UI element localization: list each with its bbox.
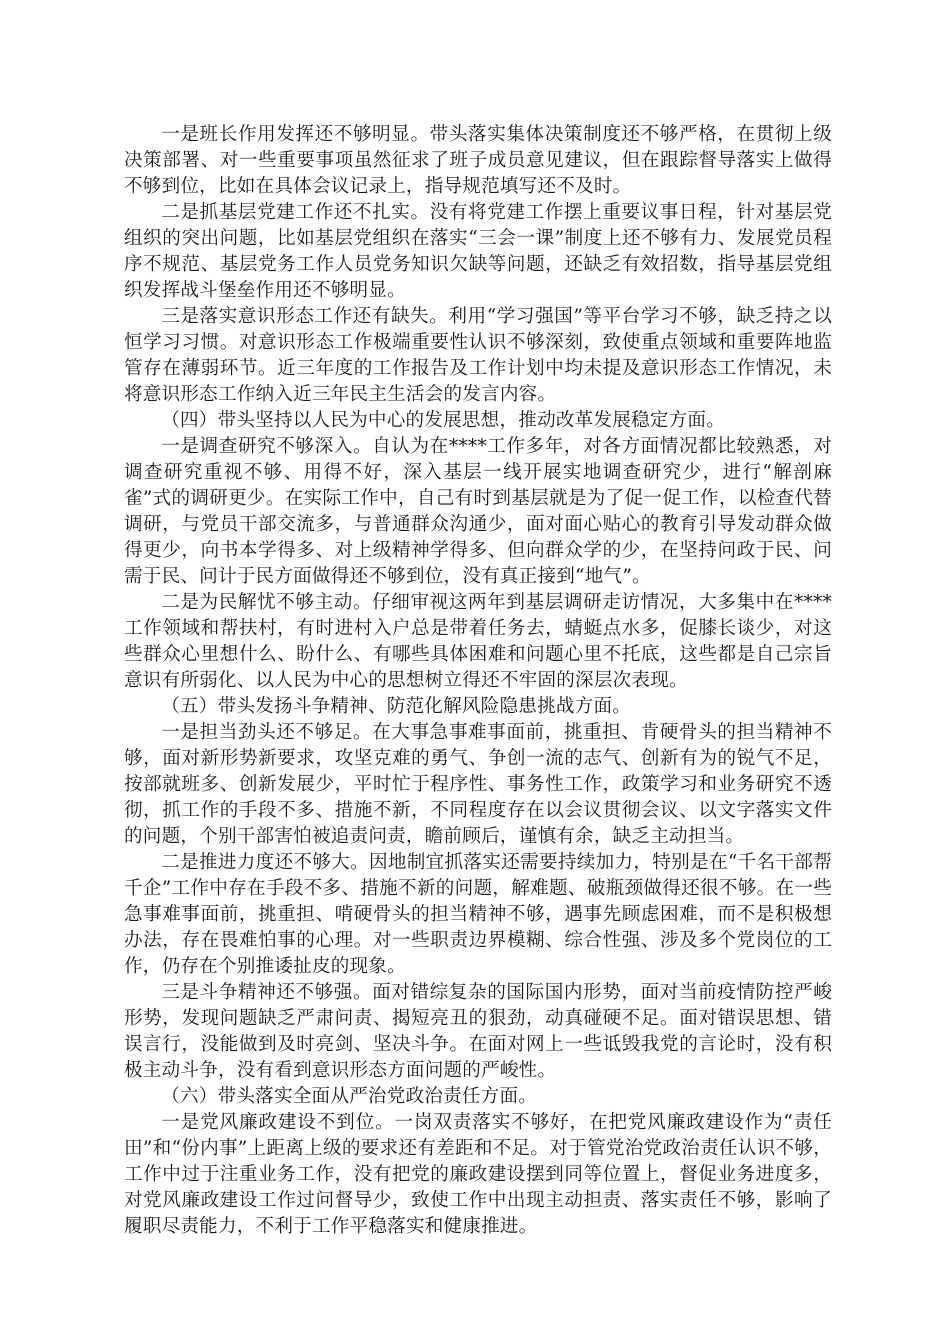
paragraph-ideology-work: 三是落实意识形态工作还有缺失。利用“学习强国”等平台学习不够，缺乏持之以恒学习习惯。对意识形态工作极端重要性认识不够深刻，致使重点领域和重要阵地监管存在薄弱环节。近三年度的工作报告及工作计划中均未提及意识形态工作情况，未将意识形态工作纳入近三年民主生活会的发言内容。 — [124, 306, 832, 405]
paragraph-squad-leader-role: 一是班长作用发挥还不够明显。带头落实集体决策制度还不够严格，在贯彻上级决策部署、对一些重要事项虽然征求了班子成员意见建议，但在跟踪督导落实上做得不够到位，比如在具体会议记录上，指导规范填写还不及时。 — [124, 124, 832, 197]
paragraph-fighting-spirit: 三是斗争精神还不够强。面对错综复杂的国际国内形势，面对当前疫情防控严峻形势，发现问题缺乏严肃问责、揭短亮丑的狠劲，动真碰硬不足。面对错误思想、错误言行，没能做到及时亮剑、坚决斗争。在面对网上一些诋毁我党的言论时，没有积极主动斗争，没有看到意识形态方面问题的严峻性。 — [124, 982, 832, 1081]
section-heading-4: （四）带头坚持以人民为中心的发展思想，推动改革发展稳定方面。 — [161, 410, 726, 431]
section-heading-5: （五）带头发扬斗争精神、防范化解风险隐患挑战方面。 — [161, 696, 632, 717]
paragraph-investigation-research: 一是调查研究不够深入。自认为在****工作多年，对各方面情况都比较熟悉，对调查研究重视不够、用得不好，深入基层一线开展实地调查研究少，进行“解剖麻雀”式的调研更少。在实际工作中，自己有时到基层就是为了促一促工作，以检查代替调研，与党员干部交流多，与普通群众沟通少，面对面心贴心的教育引导发动群众做得更少，向书本学得多、对上级精神学得多、但向群众学的少，在坚持问政于民、问需于民、问计于民方面做得还不够到位，没有真正接到“地气”。 — [124, 436, 832, 587]
paragraph-clean-governance: 一是党风廉政建设不到位。一岗双责落实不够好，在把党风廉政建设作为“责任田”和“份内事”上距离上级的要求还有差距和不足。对于管党治党政治责任认识不够，工作中过于注重业务工作，没有把党的廉政建设摆到同等位置上，督促业务进度多，对党风廉政建设工作过问督导少，致使工作中出现主动担责、落实责任不够，影响了履职尽责能力，不利于工作平稳落实和健康推进。 — [124, 1112, 832, 1237]
section-heading-6: （六）带头落实全面从严治党政治责任方面。 — [161, 1086, 538, 1107]
document-page — [124, 122, 832, 1240]
paragraph-grassroots-party-building: 二是抓基层党建工作还不扎实。没有将党建工作摆上重要议事日程，针对基层党组织的突出问题，比如基层党组织在落实“三会一课”制度上还不够有力、发展党员程序不规范、基层党务工作人员党务知识欠缺等问题，还缺乏有效招数，指导基层党组织发挥战斗堡垒作用还不够明显。 — [124, 202, 832, 301]
paragraph-promotion-strength: 二是推进力度还不够大。因地制宜抓落实还需要持续加力，特别是在“千名干部帮千企”工作中存在手段不多、措施不新的问题，解难题、破瓶颈做得还很不够。在一些急事难事面前，挑重担、啃硬骨头的担当精神不够，遇事先顾虑困难，而不是积极想办法，存在畏难怕事的心理。对一些职责边界模糊、综合性强、涉及多个党岗位的工作，仍存在个别推诿扯皮的现象。 — [124, 852, 832, 977]
paragraph-responsibility-drive: 一是担当劲头还不够足。在大事急事难事面前，挑重担、肯硬骨头的担当精神不够，面对新形势新要求，攻坚克难的勇气、争创一流的志气、创新有为的锐气不足，按部就班多、创新发展少，平时忙于程序性、事务性工作，政策学习和业务研究不透彻，抓工作的手段不多、措施不新，不同程度存在以会议贯彻会议、以文字落实文件的问题，个别干部害怕被追责问责，瞻前顾后，谨慎有余，缺乏主动担当。 — [124, 722, 832, 847]
paragraph-solving-public-concerns: 二是为民解忧不够主动。仔细审视这两年到基层调研走访情况，大多集中在****工作领域和帮扶村，有时进村入户总是带着任务去，蜻蜓点水多，促膝长谈少，对这些群众心里想什么、盼什么、有哪些具体困难和问题心里不托底，这些都是自己宗旨意识有所弱化、以人民为中心的思想树立得还不牢固的深层次表现。 — [124, 592, 832, 691]
